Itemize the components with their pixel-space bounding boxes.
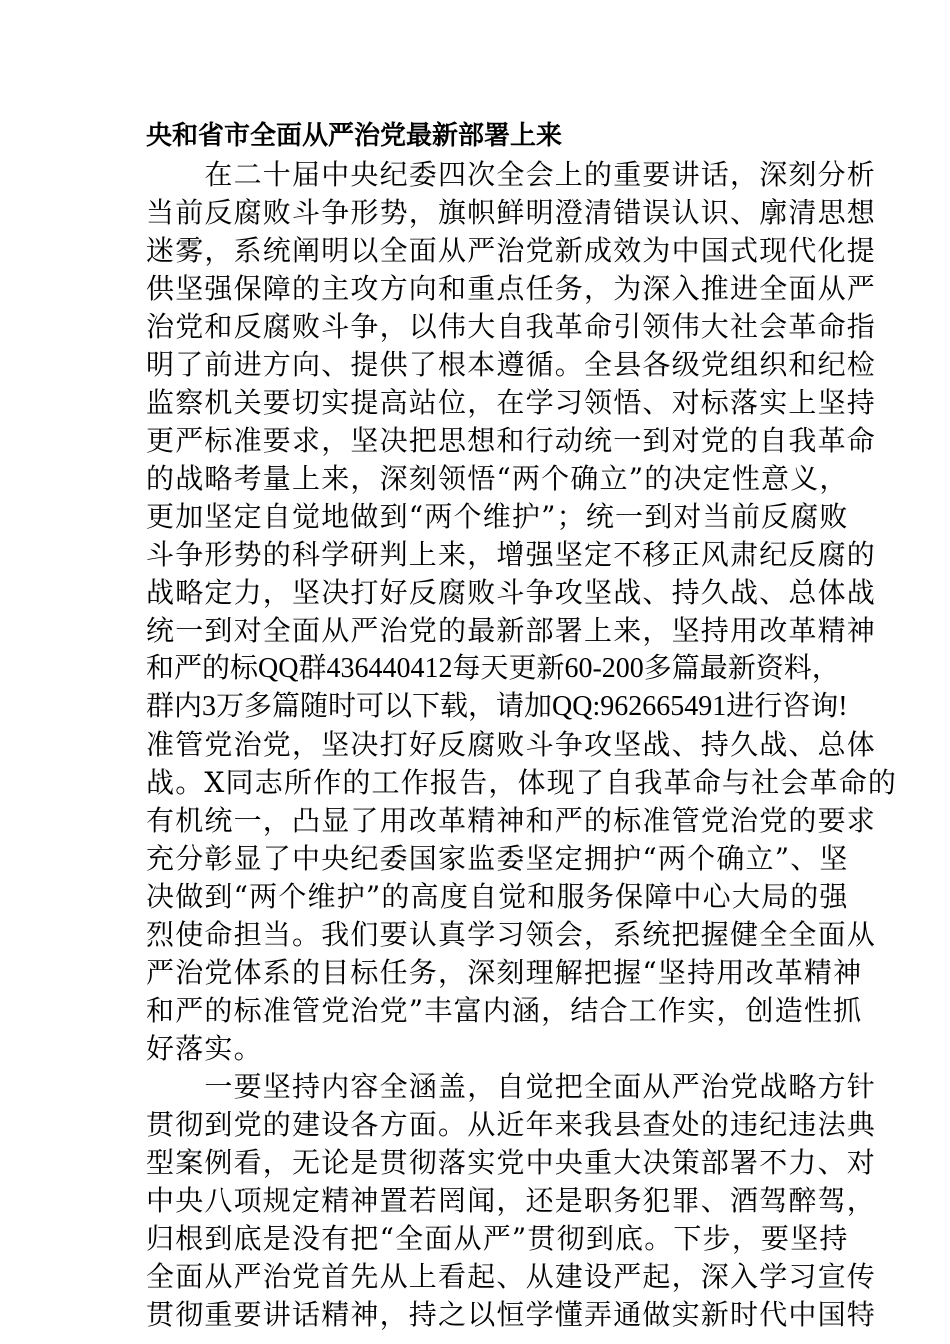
paragraph-line: 统一到对全面从严治党的最新部署上来，坚持用改革精神 <box>146 614 877 647</box>
section-heading: 央和省市全面从严治党最新部署上来 <box>146 121 563 151</box>
paragraph-line: 贯彻到党的建设各方面。从近年来我县查处的违纪违法典 <box>146 1108 877 1141</box>
paragraph-line: 中央八项规定精神置若罔闻，还是职务犯罪、酒驾醉驾， <box>146 1184 877 1217</box>
paragraph-line: 的战略考量上来，深刻领悟“两个确立”的决定性意义， <box>146 462 849 495</box>
paragraph-line: 治党和反腐败斗争，以伟大自我革命引领伟大社会革命指 <box>146 310 877 343</box>
paragraph-line: 在二十届中央纪委四次全会上的重要讲话，深刻分析 <box>146 158 877 191</box>
paragraph-line: 供坚强保障的主攻方向和重点任务，为深入推进全面从严 <box>146 272 877 305</box>
paragraph-line: 监察机关要切实提高站位，在学习领悟、对标落实上坚持 <box>146 386 877 419</box>
paragraph-line: 一要坚持内容全涵盖，自觉把全面从严治党战略方针 <box>146 1070 877 1103</box>
paragraph-line: 战略定力，坚决打好反腐败斗争攻坚战、持久战、总体战 <box>146 576 877 609</box>
paragraph-line: 更严标准要求，坚决把思想和行动统一到对党的自我革命 <box>146 424 877 457</box>
paragraph-line: 严治党体系的目标任务，深刻理解把握“坚持用改革精神 <box>146 956 863 989</box>
paragraph-line: 斗争形势的科学研判上来，增强坚定不移正风肃纪反腐的 <box>146 538 877 571</box>
ad-line: 群内3万多篇随时可以下载，请加QQ:962665491进行咨询! <box>146 691 848 722</box>
paragraph-line: 迷雾，系统阐明以全面从严治党新成效为中国式现代化提 <box>146 234 877 267</box>
paragraph-line: 归根到底是没有把“全面从严”贯彻到底。下步，要坚持 <box>146 1222 849 1255</box>
paragraph-line: 型案例看，无论是贯彻落实党中央重大决策部署不力、对 <box>146 1146 877 1179</box>
paragraph-line: 当前反腐败斗争形势，旗帜鲜明澄清错误认识、廓清思想 <box>146 196 877 229</box>
paragraph-line: 更加坚定自觉地做到“两个维护”；统一到对当前反腐败 <box>146 500 849 533</box>
paragraph-line: 烈使命担当。我们要认真学习领会，系统把握健全全面从 <box>146 918 877 951</box>
paragraph-line: 战。X同志所作的工作报告，体现了自我革命与社会革命的 <box>146 766 898 799</box>
paragraph-line: 充分彰显了中央纪委国家监委坚定拥护“两个确立”、坚 <box>146 842 849 875</box>
paragraph-line: 准管党治党，坚决打好反腐败斗争攻坚战、持久战、总体 <box>146 728 877 761</box>
paragraph-line: 决做到“两个维护”的高度自觉和服务保障中心大局的强 <box>146 880 849 913</box>
paragraph-line: 好落实。 <box>146 1032 263 1065</box>
paragraph-line: 和严的标准管党治党”丰富内涵，结合工作实，创造性抓 <box>146 994 863 1027</box>
paragraph-line: 有机统一，凸显了用改革精神和严的标准管党治党的要求 <box>146 804 877 837</box>
ad-line: 和严的标QQ群436440412每天更新60-200多篇最新资料， <box>146 653 840 684</box>
paragraph-line: 贯彻重要讲话精神，持之以恒学懂弄通做实新时代中国特 <box>146 1298 877 1331</box>
paragraph-line: 全面从严治党首先从上看起、从建设严起，深入学习宣传 <box>146 1260 877 1293</box>
paragraph-line: 明了前进方向、提供了根本遵循。全县各级党组织和纪检 <box>146 348 877 381</box>
